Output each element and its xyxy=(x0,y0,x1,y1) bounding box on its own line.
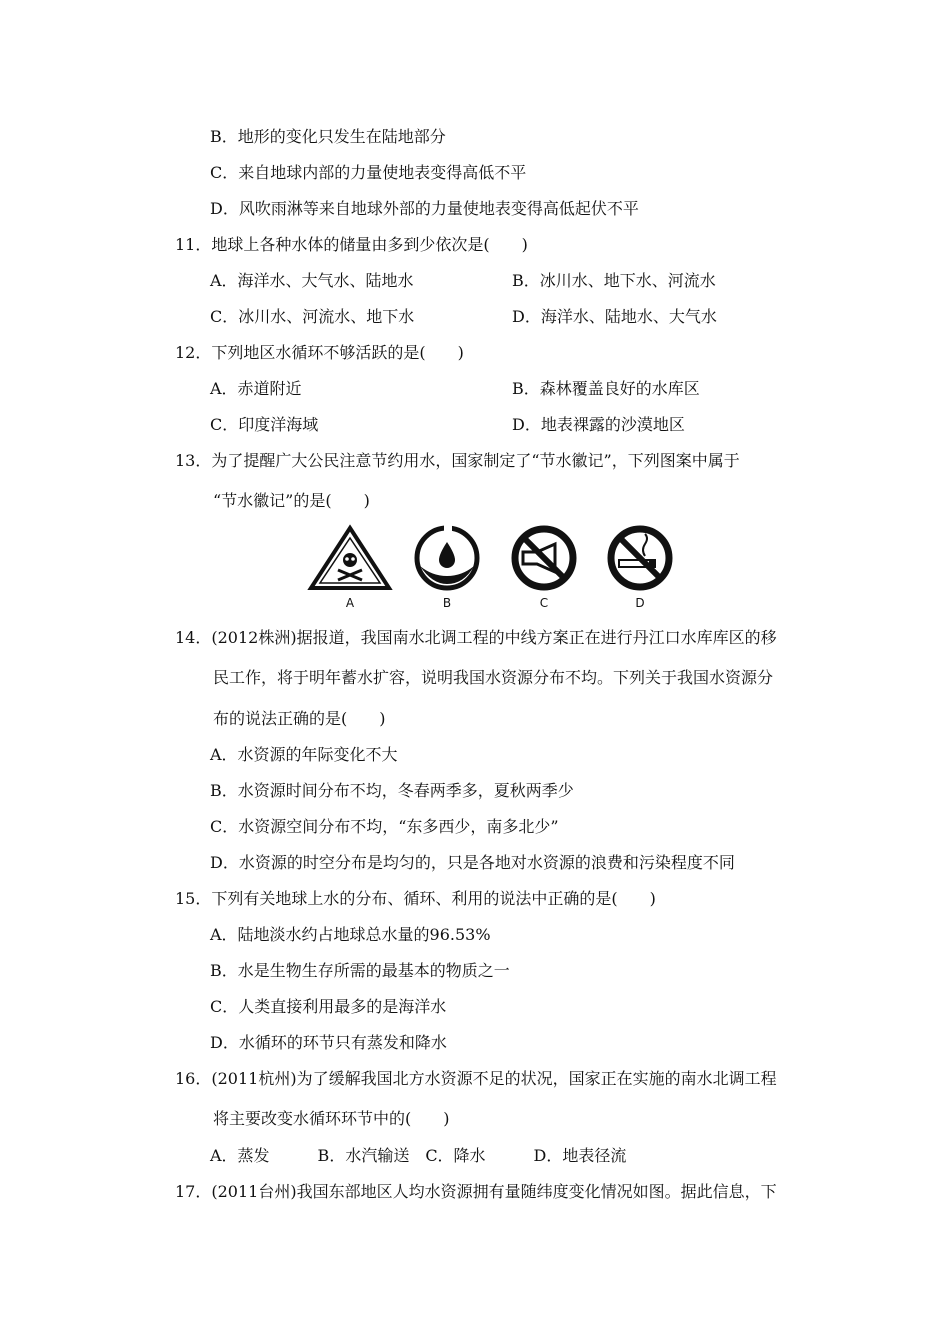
q11-option-b: B．冰川水、地下水、河流水 xyxy=(512,271,716,290)
q15-option-a: A．陆地淡水约占地球总水量的96.53% xyxy=(210,925,491,944)
option-b-label: B xyxy=(442,596,452,610)
no-smoking-icon xyxy=(595,522,685,614)
q15-option-c: C．人类直接利用最多的是海洋水 xyxy=(210,997,447,1016)
q11-option-a: A．海洋水、大气水、陆地水 xyxy=(210,271,414,290)
q14-stem-line2: 民工作，将于明年蓄水扩容，说明我国水资源分布不均。下列关于我国水资源分 xyxy=(213,668,774,687)
q15-option-d: D．水循环的环节只有蒸发和降水 xyxy=(210,1033,447,1052)
q11-stem: 11．地球上各种水体的储量由多到少依次是( ) xyxy=(175,235,528,254)
q15-option-b: B．水是生物生存所需的最基本的物质之一 xyxy=(210,961,510,980)
q16-stem-line1: 16．(2011杭州)为了缓解我国北方水资源不足的状况，国家正在实施的南水北调工程 xyxy=(175,1069,777,1088)
q12-option-d: D．地表裸露的沙漠地区 xyxy=(512,415,685,434)
option-a-label: A xyxy=(345,596,355,610)
q14-stem-line3: 布的说法正确的是( ) xyxy=(213,709,386,728)
q12-option-a: A．赤道附近 xyxy=(210,379,302,398)
q12-option-c: C．印度洋海域 xyxy=(210,415,319,434)
option-d-label: D xyxy=(635,596,645,610)
poison-warning-icon xyxy=(305,522,395,614)
q16-options: A．蒸发 B．水汽输送 C．降水 D．地表径流 xyxy=(210,1146,627,1165)
q14-option-a: A．水资源的年际变化不大 xyxy=(210,745,398,764)
q16-stem-line2: 将主要改变水循环环节中的( ) xyxy=(213,1109,450,1128)
q10-option-d: D．风吹雨淋等来自地球外部的力量使地表变得高低起伏不平 xyxy=(210,199,639,218)
q10-option-c: C．来自地球内部的力量使地表变得高低不平 xyxy=(210,163,527,182)
water-saving-emblem-icon xyxy=(402,522,492,614)
q14-option-d: D．水资源的时空分布是均匀的，只是各地对水资源的浪费和污染程度不同 xyxy=(210,853,735,872)
option-c-label: C xyxy=(539,596,549,610)
q11-option-c: C．冰川水、河流水、地下水 xyxy=(210,307,415,326)
q13-icon-row xyxy=(305,522,685,614)
q10-option-b: B．地形的变化只发生在陆地部分 xyxy=(210,127,446,146)
q17-stem-line1: 17．(2011台州)我国东部地区人均水资源拥有量随纬度变化情况如图。据此信息，下 xyxy=(175,1182,777,1201)
q14-option-c: C．水资源空间分布不均，“东多西少，南多北少” xyxy=(210,817,559,836)
q11-option-d: D．海洋水、陆地水、大气水 xyxy=(512,307,717,326)
q12-stem: 12．下列地区水循环不够活跃的是( ) xyxy=(175,343,464,362)
no-horn-icon xyxy=(499,522,589,614)
q13-stem-line2: “节水徽记”的是( ) xyxy=(213,491,370,510)
q12-option-b: B．森林覆盖良好的水库区 xyxy=(512,379,700,398)
q13-stem-line1: 13．为了提醒广大公民注意节约用水，国家制定了“节水徽记”，下列图案中属于 xyxy=(175,451,740,470)
q14-option-b: B．水资源时间分布不均，冬春两季多，夏秋两季少 xyxy=(210,781,574,800)
q14-stem-line1: 14．(2012株洲)据报道，我国南水北调工程的中线方案正在进行丹江口水库库区的移 xyxy=(175,628,777,647)
q15-stem: 15．下列有关地球上水的分布、循环、利用的说法中正确的是( ) xyxy=(175,889,656,908)
